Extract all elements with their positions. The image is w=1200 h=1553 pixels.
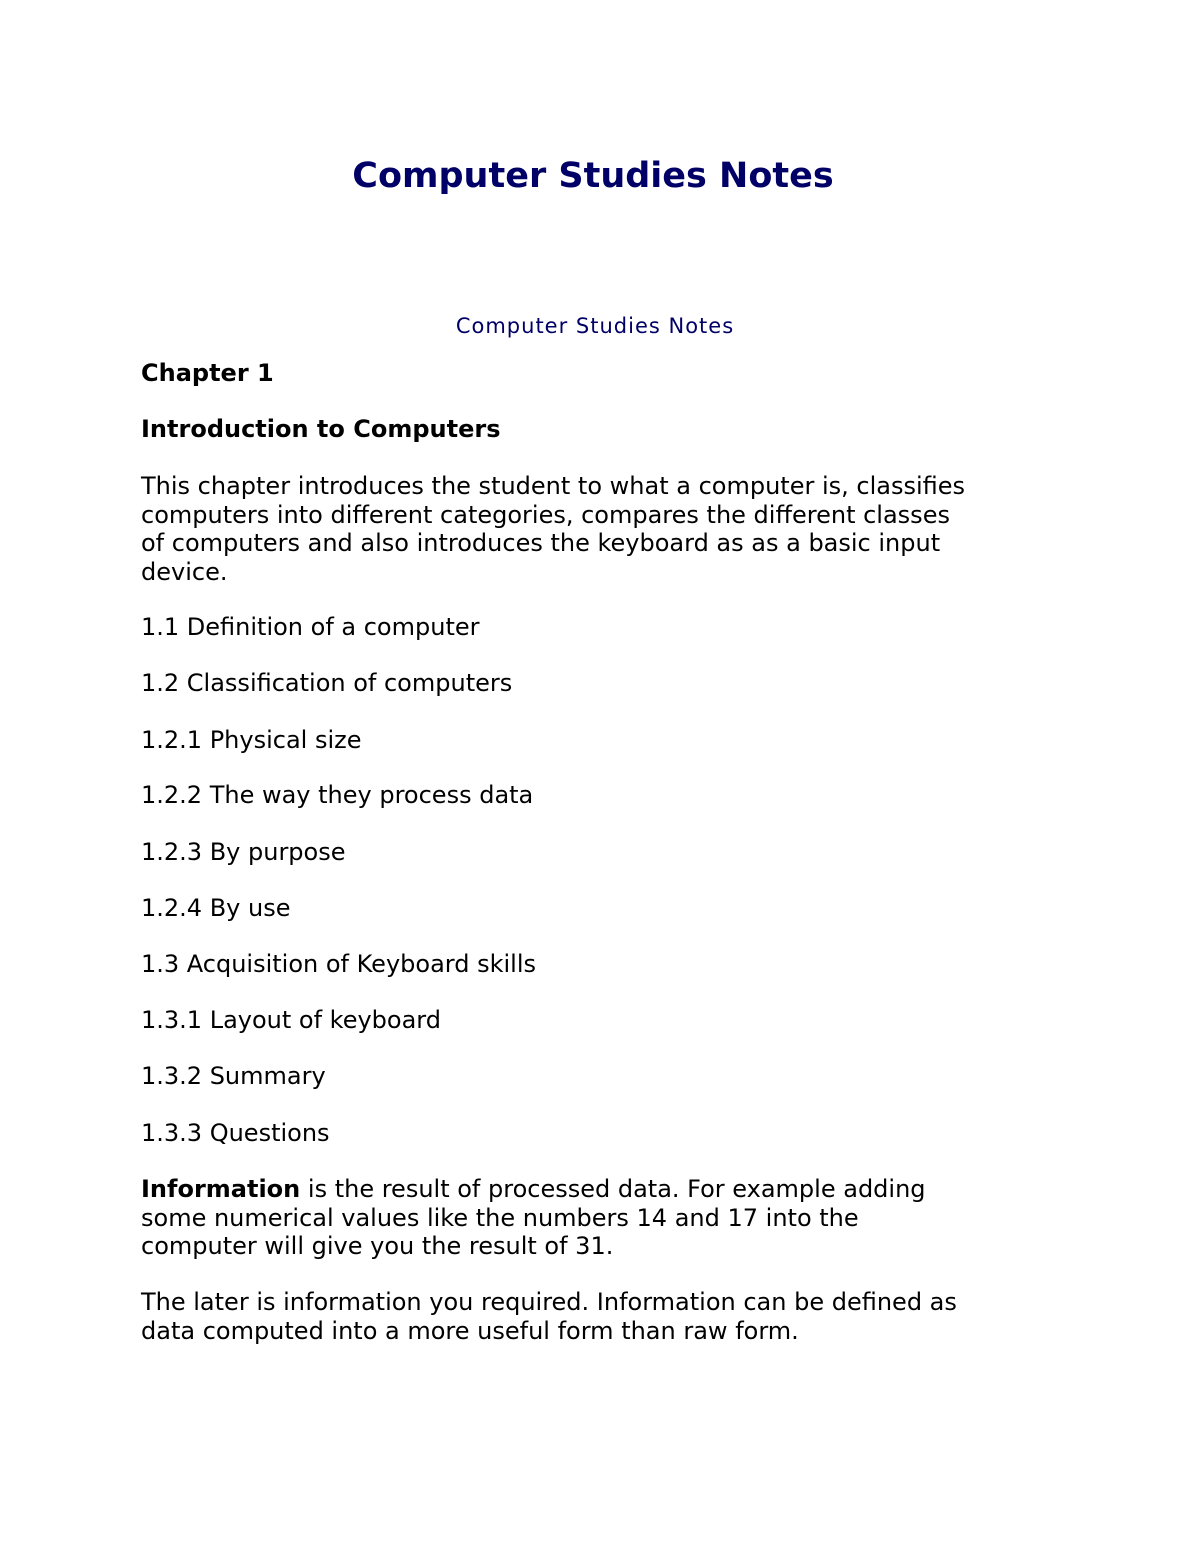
toc-item: 1.2.3 By purpose	[141, 838, 346, 866]
intro-paragraph	[141, 472, 1071, 586]
chapter-heading: Introduction to Computers	[141, 415, 501, 443]
information-paragraph	[141, 1175, 1071, 1261]
toc-item: 1.3.2 Summary	[141, 1062, 326, 1090]
intro-line: of computers and also introduces the keyboard as as a basic input	[141, 529, 941, 557]
document-title: Computer Studies Notes	[352, 156, 834, 196]
document-subtitle: Computer Studies Notes	[455, 314, 735, 338]
information-line: some numerical values like the numbers 14 and 17 into the	[141, 1203, 859, 1232]
information-term: Information	[141, 1175, 301, 1203]
intro-line: device.	[141, 557, 228, 586]
toc-item: 1.3.1 Layout of keyboard	[141, 1006, 441, 1034]
information-line: computer will give you the result of 31.	[141, 1232, 614, 1260]
intro-line: computers into different categories, compares the different classes	[141, 500, 950, 529]
toc-item: 1.2.1 Physical size	[141, 726, 362, 754]
chapter-label: Chapter 1	[141, 359, 274, 387]
later-line: The later is information you required. Information can be defined as	[141, 1288, 957, 1316]
information-line	[141, 1175, 1071, 1204]
later-line: data computed into a more useful form than raw form.	[141, 1316, 799, 1345]
toc-item: 1.2.4 By use	[141, 894, 291, 922]
toc-item: 1.2.2 The way they process data	[141, 781, 534, 809]
later-paragraph	[141, 1288, 1071, 1345]
intro-line: This chapter introduces the student to what a computer is, classifies	[141, 472, 966, 500]
toc-item: 1.3.3 Questions	[141, 1119, 330, 1147]
toc-item: 1.3 Acquisition of Keyboard skills	[141, 950, 536, 978]
toc-item: 1.2 Classification of computers	[141, 669, 513, 697]
information-text: is the result of processed data. For example adding	[300, 1175, 926, 1203]
toc-item: 1.1 Definition of a computer	[141, 613, 480, 641]
